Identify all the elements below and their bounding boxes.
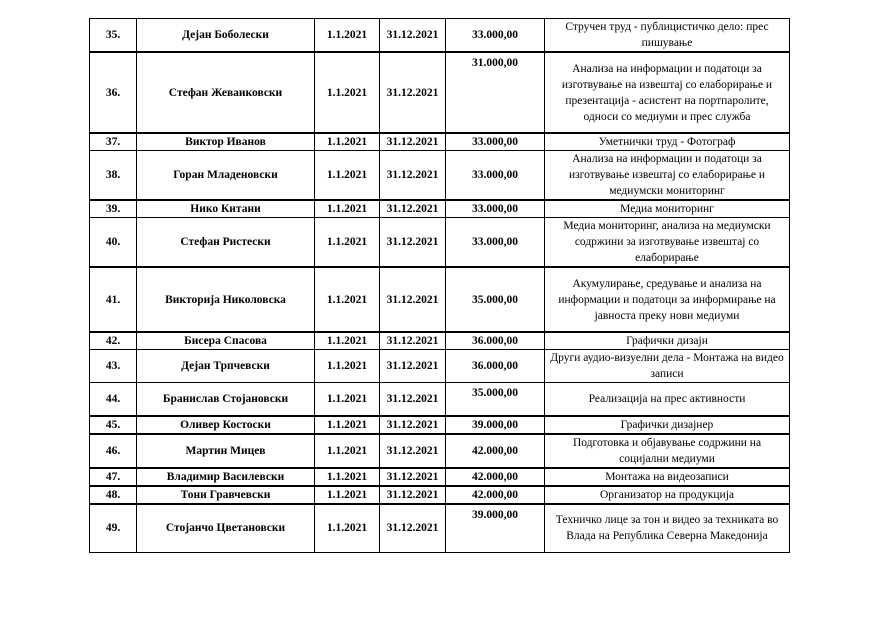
start-date: 1.1.2021: [315, 52, 380, 133]
row-number: 36.: [90, 52, 137, 133]
contract-amount: 35.000,00: [446, 267, 545, 332]
work-description: Монтажа на видеозаписи: [545, 468, 790, 486]
contract-amount: 42.000,00: [446, 434, 545, 468]
row-number: 46.: [90, 434, 137, 468]
contract-amount: 36.000,00: [446, 332, 545, 350]
row-number: 37.: [90, 133, 137, 151]
row-number: 45.: [90, 416, 137, 434]
start-date: 1.1.2021: [315, 486, 380, 504]
table-row: [90, 200, 790, 218]
start-date: 1.1.2021: [315, 332, 380, 350]
table-row: [90, 350, 790, 383]
contract-amount: 42.000,00: [446, 486, 545, 504]
work-description: Анализа на информации и податоци за изготвување извештај со елаборирање и медиумски мониторинг: [545, 151, 790, 201]
contractor-name: Тони Гравчевски: [137, 486, 315, 504]
contract-amount: 33.000,00: [446, 151, 545, 201]
work-description: Акумулирање, средување и анализа на информации и податоци за информирање на јавноста преку нови медиуми: [545, 267, 790, 332]
contractor-name: Викторија Николовска: [137, 267, 315, 332]
table-row: [90, 504, 790, 553]
row-number: 35.: [90, 19, 137, 53]
contractor-name: Горан Младеновски: [137, 151, 315, 201]
row-number: 42.: [90, 332, 137, 350]
work-description: Графички дизајнер: [545, 416, 790, 434]
contractor-name: Мартин Мицев: [137, 434, 315, 468]
row-number: 41.: [90, 267, 137, 332]
start-date: 1.1.2021: [315, 200, 380, 218]
start-date: 1.1.2021: [315, 434, 380, 468]
end-date: 31.12.2021: [380, 468, 446, 486]
row-number: 40.: [90, 218, 137, 268]
contractor-name: Бисера Спасова: [137, 332, 315, 350]
contractor-name: Оливер Костоски: [137, 416, 315, 434]
row-number: 43.: [90, 350, 137, 383]
start-date: 1.1.2021: [315, 350, 380, 383]
table-row: [90, 133, 790, 151]
contractor-name: Нико Китани: [137, 200, 315, 218]
row-number: 39.: [90, 200, 137, 218]
end-date: 31.12.2021: [380, 52, 446, 133]
start-date: 1.1.2021: [315, 504, 380, 553]
start-date: 1.1.2021: [315, 133, 380, 151]
end-date: 31.12.2021: [380, 434, 446, 468]
table-row: [90, 434, 790, 468]
end-date: 31.12.2021: [380, 151, 446, 201]
contractor-name: Дејан Трпчевски: [137, 350, 315, 383]
table-row: [90, 332, 790, 350]
end-date: 31.12.2021: [380, 504, 446, 553]
contract-amount: 33.000,00: [446, 133, 545, 151]
contracts-table-body: [90, 19, 790, 553]
table-row: [90, 486, 790, 504]
end-date: 31.12.2021: [380, 218, 446, 268]
contractor-name: Виктор Иванов: [137, 133, 315, 151]
start-date: 1.1.2021: [315, 416, 380, 434]
table-row: [90, 52, 790, 133]
row-number: 47.: [90, 468, 137, 486]
end-date: 31.12.2021: [380, 350, 446, 383]
start-date: 1.1.2021: [315, 151, 380, 201]
work-description: Реализација на прес активности: [545, 383, 790, 416]
contractor-name: Дејан Боболески: [137, 19, 315, 53]
end-date: 31.12.2021: [380, 416, 446, 434]
contracts-table: [89, 18, 790, 553]
table-row: [90, 416, 790, 434]
end-date: 31.12.2021: [380, 332, 446, 350]
contract-amount: 33.000,00: [446, 19, 545, 53]
contract-amount: 39.000,00: [446, 504, 545, 553]
start-date: 1.1.2021: [315, 218, 380, 268]
end-date: 31.12.2021: [380, 383, 446, 416]
work-description: Графички дизајн: [545, 332, 790, 350]
table-row: [90, 19, 790, 53]
contract-amount: 36.000,00: [446, 350, 545, 383]
work-description: Стручен труд - публицистичко дело: прес пишување: [545, 19, 790, 53]
contract-amount: 35.000,00: [446, 383, 545, 416]
end-date: 31.12.2021: [380, 267, 446, 332]
contractor-name: Владимир Василевски: [137, 468, 315, 486]
work-description: Подготовка и објавување содржини на социјални медиуми: [545, 434, 790, 468]
contract-amount: 33.000,00: [446, 200, 545, 218]
contract-amount: 31.000,00: [446, 52, 545, 133]
start-date: 1.1.2021: [315, 383, 380, 416]
end-date: 31.12.2021: [380, 19, 446, 53]
work-description: Организатор на продукција: [545, 486, 790, 504]
work-description: Медиа мониторинг, анализа на медиумски содржини за изготвување извештај со елаборирање: [545, 218, 790, 268]
row-number: 48.: [90, 486, 137, 504]
row-number: 44.: [90, 383, 137, 416]
contractor-name: Стефан Ристески: [137, 218, 315, 268]
contract-amount: 42.000,00: [446, 468, 545, 486]
end-date: 31.12.2021: [380, 486, 446, 504]
table-row: [90, 267, 790, 332]
table-row: [90, 151, 790, 201]
table-row: [90, 383, 790, 416]
contract-amount: 33.000,00: [446, 218, 545, 268]
work-description: Медиа мониторинг: [545, 200, 790, 218]
contractor-name: Стефан Жеваиковски: [137, 52, 315, 133]
contractor-name: Бранислав Стојановски: [137, 383, 315, 416]
start-date: 1.1.2021: [315, 267, 380, 332]
work-description: Техничко лице за тон и видео за техниката во Влада на Република Северна Македонија: [545, 504, 790, 553]
contract-amount: 39.000,00: [446, 416, 545, 434]
table-row: [90, 218, 790, 268]
work-description: Други аудио-визуелни дела - Монтажа на видео записи: [545, 350, 790, 383]
row-number: 49.: [90, 504, 137, 553]
table-row: [90, 468, 790, 486]
row-number: 38.: [90, 151, 137, 201]
end-date: 31.12.2021: [380, 200, 446, 218]
start-date: 1.1.2021: [315, 468, 380, 486]
end-date: 31.12.2021: [380, 133, 446, 151]
start-date: 1.1.2021: [315, 19, 380, 53]
work-description: Уметнички труд - Фотограф: [545, 133, 790, 151]
contractor-name: Стојанчо Цветановски: [137, 504, 315, 553]
work-description: Анализа на информации и податоци за изготвување на извештај со елаборирање и презентација - асистент на портпаролите, односи со медиуми и прес служба: [545, 52, 790, 133]
